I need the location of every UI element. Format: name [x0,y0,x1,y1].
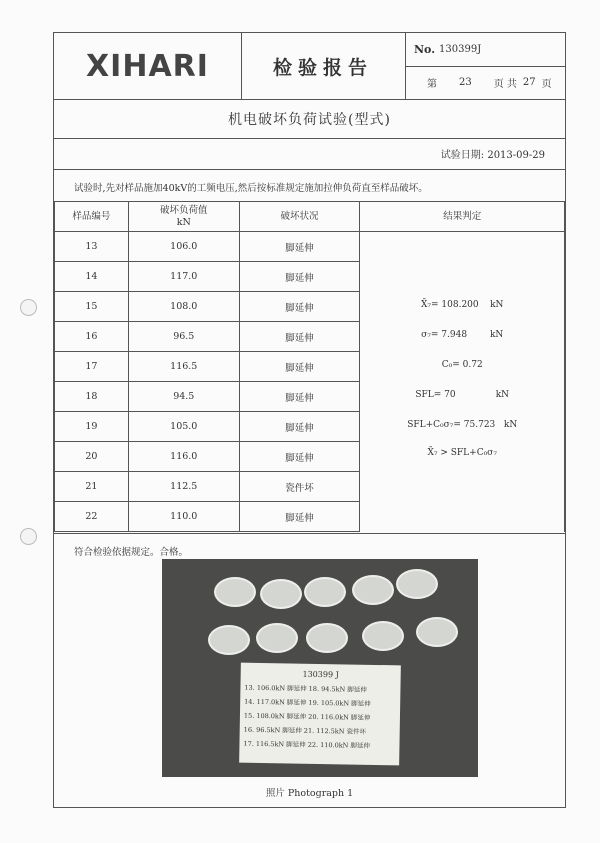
results-table [54,201,565,532]
failure-status: 脚延伸 [239,382,360,412]
sigma-unit: kN [489,330,504,340]
page-suffix: 页 [541,79,552,90]
insulator-image [416,617,458,647]
load-value: 105.0 [128,412,239,442]
failure-status: 脚延伸 [239,292,360,322]
header-status: 破坏状况 [239,202,360,232]
note-line: 130399 J [302,669,339,680]
sample-no: 14 [55,262,129,292]
load-value: 108.0 [128,292,239,322]
insulator-image [352,575,394,605]
sample-no: 21 [55,472,129,502]
punch-hole-top [20,299,37,316]
report-number-value: 130399J [439,44,482,55]
header-load: 破坏负荷值 kN [128,202,239,232]
judgement-text: X̄₇ > SFL+C₀σ₇ [427,448,497,458]
table-row [55,232,565,262]
failure-status: 瓷件坏 [239,472,360,502]
failure-status: 脚延伸 [239,352,360,382]
load-value: 112.5 [128,472,239,502]
sample-no: 15 [55,292,129,322]
c0-value: C₀= 0.72 [441,360,483,370]
insulator-image [260,579,302,609]
page-number: 23 [459,77,472,88]
punch-hole-bottom [20,528,37,545]
header-sample-no: 样品编号 [55,202,129,232]
insulator-image [304,577,346,607]
load-value: 94.5 [128,382,239,412]
sfl-unit: kN [495,390,510,400]
report-number-label: No. [414,43,436,56]
sfl-sigma-unit: kN [503,420,518,430]
page-total: 27 [522,77,536,88]
insulator-image [214,577,256,607]
sample-no: 19 [55,412,129,442]
insulator-image [256,623,298,653]
mean-unit: kN [490,300,504,310]
sample-no: 20 [55,442,129,472]
sfl-value: SFL= 70 [415,390,456,400]
page-prefix: 第 [427,79,437,90]
page-mid: 页 共 [493,79,517,90]
failure-status: 脚延伸 [239,232,360,262]
failure-status: 脚延伸 [239,412,360,442]
load-value: 117.0 [128,262,239,292]
report-title: 检验报告 [241,33,406,99]
table-header-row [55,202,565,232]
report-header [54,33,565,100]
load-value: 116.5 [128,352,239,382]
insulator-image [396,569,438,599]
photo-caption: 照片 Photograph 1 [265,788,354,799]
insulator-image [362,621,404,651]
load-value: 110.0 [128,502,239,532]
conclusion-text: 符合检验依据规定。合格。 [74,547,189,558]
failure-status: 脚延伸 [239,442,360,472]
test-description: 试验时,先对样品施加40kV的工频电压,然后按标准规定施加拉伸负荷直至样品破坏。 [74,183,428,194]
failure-status: 脚延伸 [239,262,360,292]
insulator-image [306,623,348,653]
sample-no: 13 [55,232,129,262]
failure-status: 脚延伸 [239,502,360,532]
report-page [53,32,566,808]
note-line: 15. 108.0kN 脚延伸 20. 116.0kN 脚延伸 [243,711,371,722]
company-logo: XIHARI [54,33,242,99]
result-judgement [360,448,564,458]
sample-no: 17 [55,352,129,382]
sigma-value: σ₇= 7.948 [421,330,468,340]
load-value: 96.5 [128,322,239,352]
mean-value: X̄₇= 108.200 [420,300,479,310]
handwritten-note [239,663,401,766]
note-line: 17. 116.5kN 脚延伸 22. 110.0kN 脚延伸 [243,739,371,750]
sample-no: 22 [55,502,129,532]
load-value: 106.0 [128,232,239,262]
test-date: 试验日期: 2013-09-29 [54,138,565,170]
result-sigma [360,330,564,340]
sample-no: 16 [55,322,129,352]
result-c0 [360,360,564,370]
failure-status: 脚延伸 [239,322,360,352]
conclusion-divider [54,533,565,534]
load-value: 116.0 [128,442,239,472]
insulator-image [208,625,250,655]
note-line: 14. 117.0kN 脚延伸 19. 105.0kN 脚延伸 [244,697,371,708]
sample-no: 18 [55,382,129,412]
result-mean [360,300,564,310]
sfl-sigma-value: SFL+C₀σ₇= 75.723 [407,420,496,430]
result-cell [360,232,565,532]
note-line: 16. 96.5kN 脚延伸 21. 112.5kN 瓷件坏 [243,725,367,736]
test-name: 机电破坏负荷试验(型式) [54,99,565,139]
result-sfl [360,390,564,400]
page-indicator [405,66,565,99]
test-photo [162,559,478,777]
header-result: 结果判定 [360,202,565,232]
report-number [405,33,565,67]
result-sfl-sigma [360,420,564,430]
note-line: 13. 106.0kN 脚延伸 18. 94.5kN 脚延伸 [244,683,367,694]
